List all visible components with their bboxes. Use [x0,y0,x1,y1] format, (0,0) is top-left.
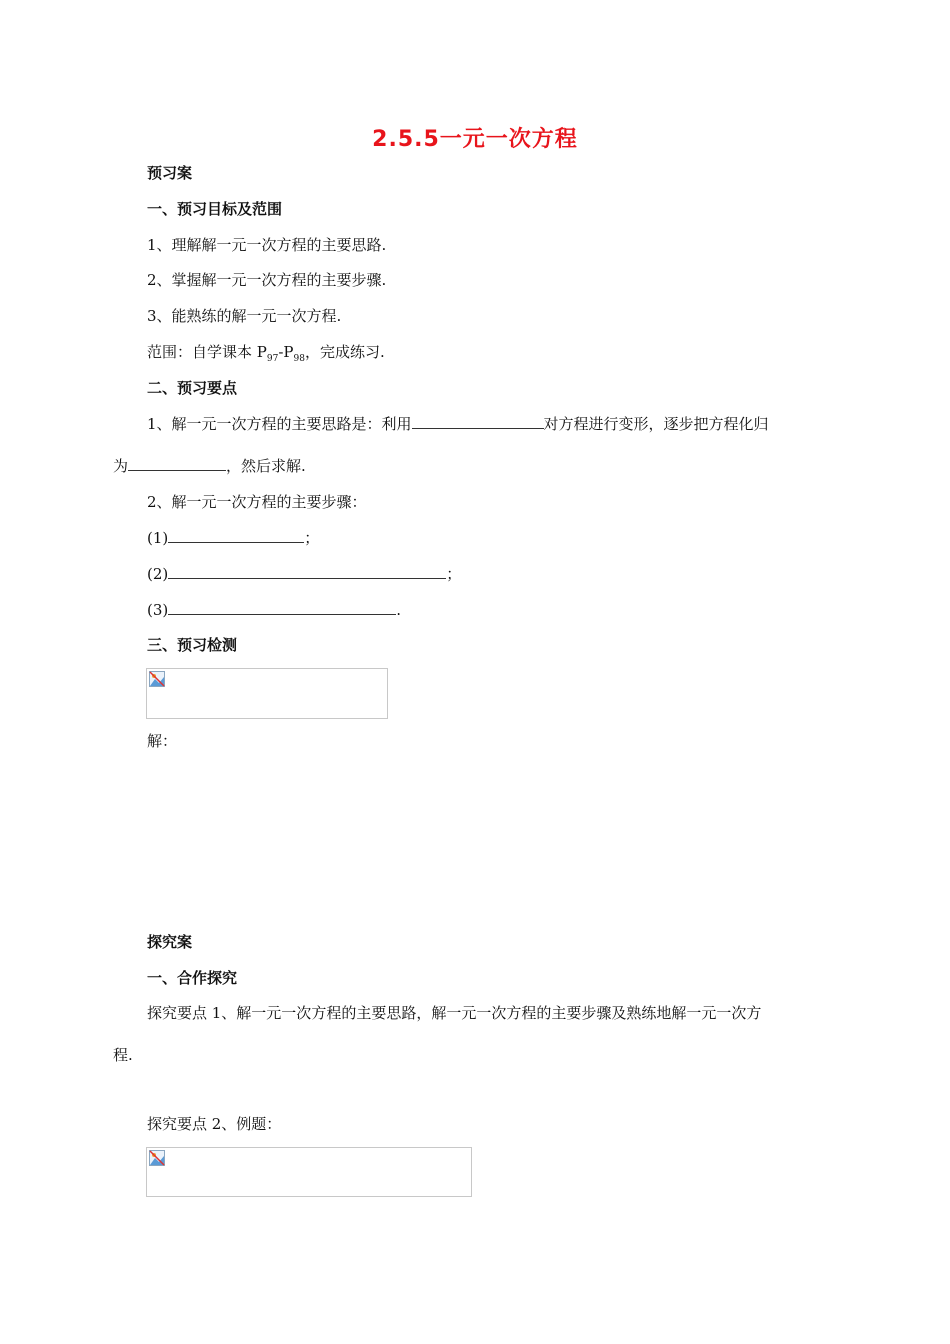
step-2-end: ； [446,565,462,583]
cooperate-heading: 一、合作探究 [147,969,238,987]
step-2-label: (2) [147,565,169,583]
answer-label: 解： [147,732,178,750]
step-2 [147,564,461,584]
point1-text-b: 对方程进行变形，逐步把方程化归 [543,415,769,433]
step-1 [147,528,319,548]
fill-blank-step-3[interactable] [168,600,396,615]
point1-line1 [147,414,769,434]
range-text [147,342,385,369]
range-suffix: ，完成练习. [304,343,385,361]
range-page-end: 98 [293,354,305,364]
fill-blank-step-2[interactable] [168,564,446,579]
preview-heading: 预习案 [147,164,193,182]
range-page-start: 97 [266,354,279,364]
fill-blank-form[interactable] [128,456,226,471]
section3-heading: 三、预习检测 [147,636,238,654]
fill-blank-step-1[interactable] [168,528,304,543]
point1-text-d: ，然后求解. [226,457,306,475]
point1-text-a: 1、解一元一次方程的主要思路是：利用 [147,415,412,433]
goal-item-3: 3、能熟练的解一元一次方程. [147,307,342,325]
point1-line2 [113,456,306,476]
goal-item-2: 2、掌握解一元一次方程的主要步骤. [147,271,387,289]
step-3-end: . [396,601,402,619]
range-prefix: 范围：自学课本 P [147,343,267,361]
explore-heading: 探究案 [147,933,193,951]
broken-image-icon [149,1150,165,1166]
point1-text-c: 为 [113,457,129,475]
broken-image-icon [149,671,165,687]
section1-heading: 一、预习目标及范围 [147,200,283,218]
explore-point1-line2: 程. [113,1046,133,1064]
goal-item-1: 1、理解解一元一次方程的主要思路. [147,236,387,254]
point2-text: 2、解一元一次方程的主要步骤： [147,493,367,511]
page-title: 2.5.5一元一次方程 [372,127,578,152]
step-1-label: (1) [147,529,169,547]
step-1-end: ； [304,529,320,547]
explore-point1-line1: 探究要点 1、解一元一次方程的主要思路，解一元一次方程的主要步骤及熟练地解一元一次方 [147,1004,762,1022]
fill-blank-method[interactable] [412,414,544,429]
section2-heading: 二、预习要点 [147,379,238,397]
range-dash: -P [278,343,294,361]
exercise-image-placeholder [146,668,388,719]
example-image-placeholder [146,1147,472,1197]
step-3-label: (3) [147,601,169,619]
explore-point2: 探究要点 2、例题： [147,1115,282,1133]
step-3 [147,600,401,620]
